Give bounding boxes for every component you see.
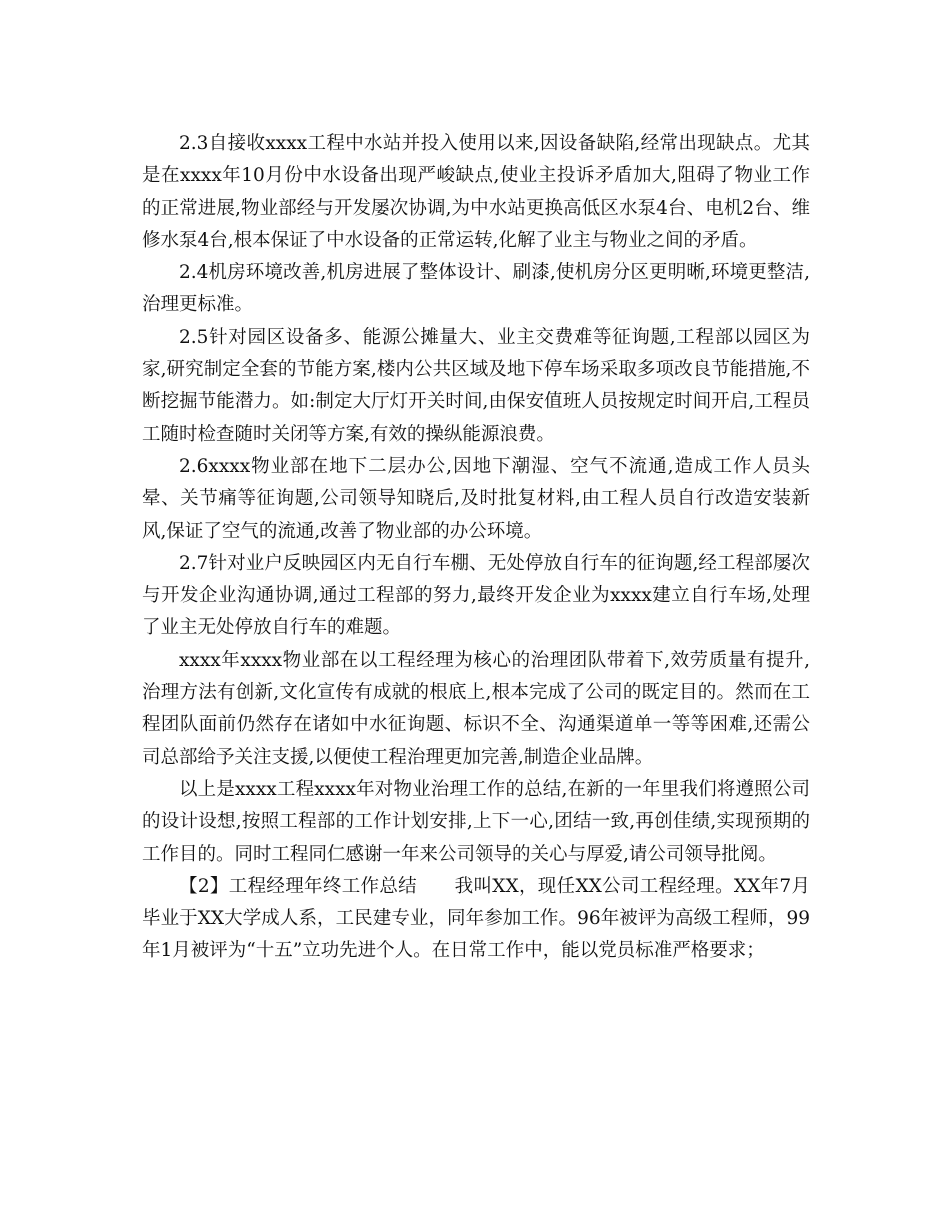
document-body	[142, 128, 810, 968]
paragraph-2-6: 2.6xxxx物业部在地下二层办公,因地下潮湿、空气不流通,造成工作人员头晕、关节痛等征询题,公司领导知晓后,及时批复材料,由工程人员自行改造安装新风,保证了空气的流通,改善了物业部的办公环境。	[142, 455, 810, 542]
paragraph-2-3: 2.3自接收xxxx工程中水站并投入使用以来,因设备缺陷,经常出现缺点。尤其是在xxxx年10月份中水设备出现严峻缺点,使业主投诉矛盾加大,阻碍了物业工作的正常进展,物业部经与开发屡次协调,为中水站更换高低区水泵4台、电机2台、维修水泵4台,根本保证了中水设备的正常运转,化解了业主与物业之间的矛盾。	[142, 133, 810, 251]
paragraph-conclusion: 以上是xxxx工程xxxx年对物业治理工作的总结,在新的一年里我们将遵照公司的设计设想,按照工程部的工作计划安排,上下一心,团结一致,再创佳绩,实现预期的工作目的。同时工程同仁感谢一年来公司领导的关心与厚爱,请公司领导批阅。	[142, 778, 810, 865]
paragraph-section-2: 【2】工程经理年终工作总结 我叫XX，现任XX公司工程经理。XX年7月毕业于XX大学成人系，工民建专业，同年参加工作。96年被评为高级工程师，99年1月被评为“十五”立功先进个人。在日常工作中，能以党员标准严格要求；	[142, 875, 810, 962]
paragraph-2-5: 2.5针对园区设备多、能源公摊量大、业主交费难等征询题,工程部以园区为家,研究制定全套的节能方案,楼内公共区域及地下停车场采取多项改良节能措施,不断挖掘节能潜力。如:制定大厅灯开关时间,由保安值班人员按规定时间开启,工程员工随时检查随时关闭等方案,有效的操纵能源浪费。	[142, 326, 810, 445]
paragraph-summary: xxxx年xxxx物业部在以工程经理为核心的治理团队带着下,效劳质量有提升,治理方法有创新,文化宣传有成就的根底上,根本完成了公司的既定目的。然而在工程团队面前仍然存在诸如中水征询题、标识不全、沟通渠道单一等等困难,还需公司总部给予关注支援,以便使工程治理更加完善,制造企业品牌。	[142, 649, 810, 768]
paragraph-2-7: 2.7针对业户反映园区内无自行车棚、无处停放自行车的征询题,经工程部屡次与开发企业沟通协调,通过工程部的努力,最终开发企业为xxxx建立自行车场,处理了业主无处停放自行车的难题。	[142, 552, 810, 639]
paragraph-2-4: 2.4机房环境改善,机房进展了整体设计、刷漆,使机房分区更明晰,环境更整洁,治理更标准。	[142, 262, 810, 316]
